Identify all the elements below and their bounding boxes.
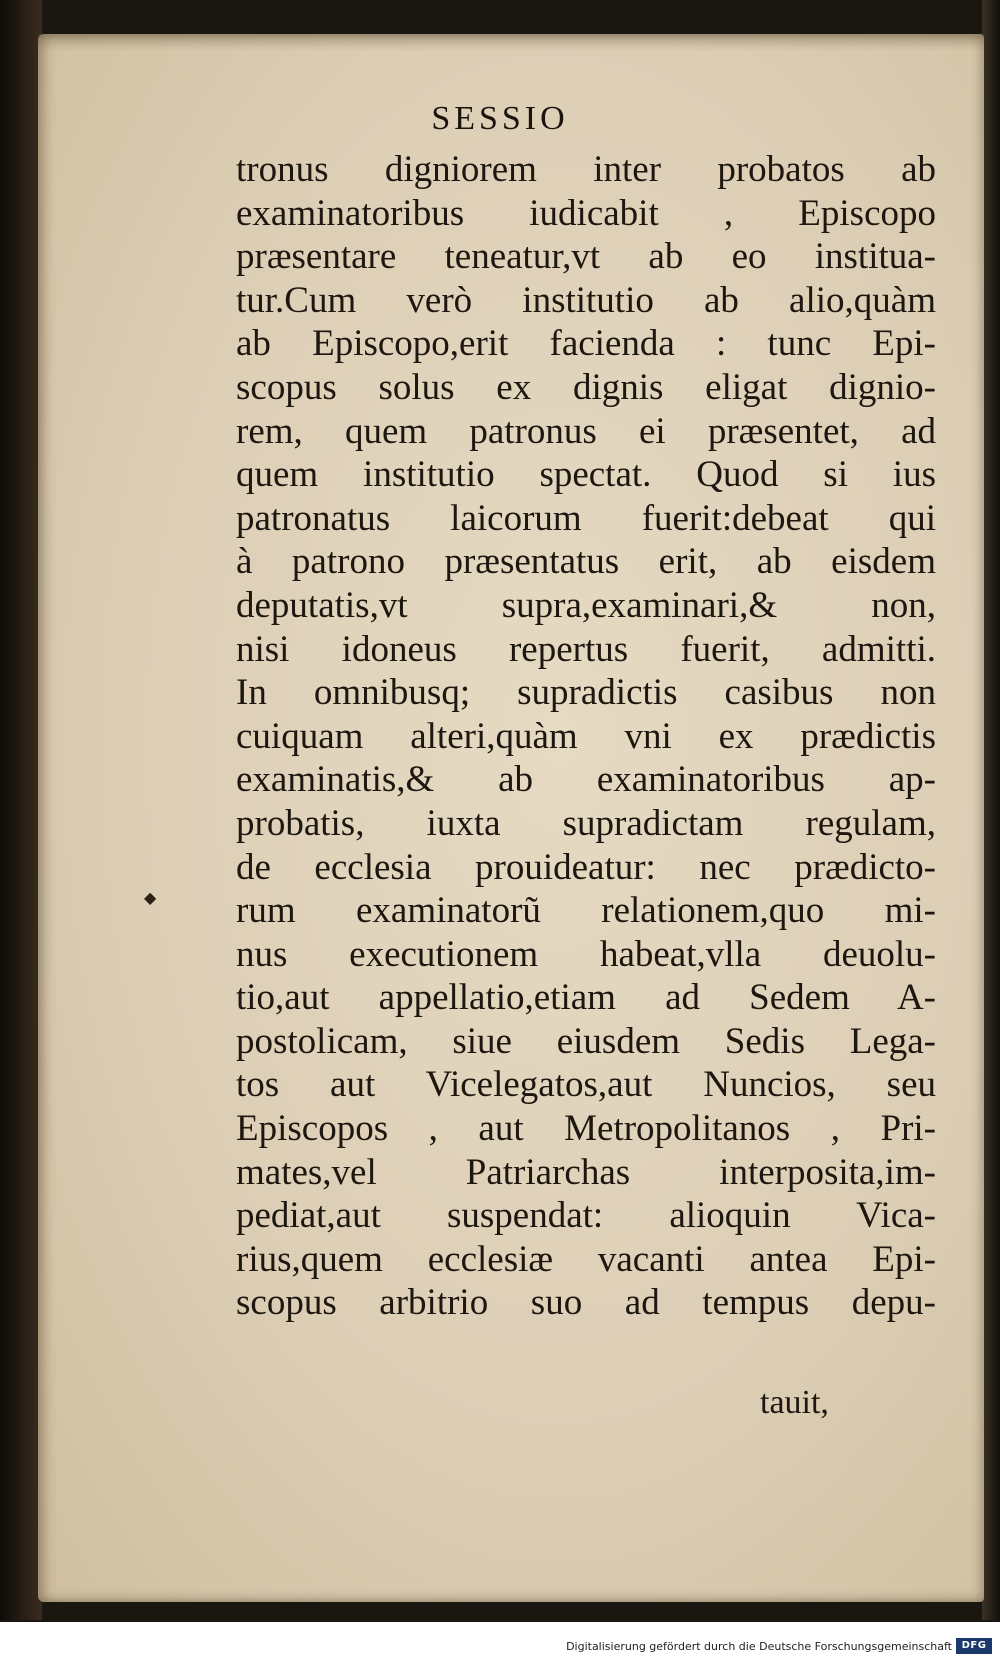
text-line: scopus solus ex dignis eligat dignio- [236,366,936,408]
text-line: quem institutio spectat. Quod si ius [236,454,936,496]
text-line: nus executionem habeat,vlla deuolu- [236,933,936,975]
text-line: tronus digniorem inter probatos ab [236,149,936,190]
text-line: rum examinatorũ relationem,quo mi- [236,890,936,932]
book-binding-edge [0,0,42,1620]
text-line: In omnibusq; supradictis casibus non [236,672,936,714]
text-line: nisi idoneus repertus fuerit, admitti. [236,628,936,670]
text-line: examinatis,& ab examinatoribus ap- [236,759,936,801]
running-header: SESSIO [431,100,569,137]
text-line: scopus arbitrio suo ad tempus depu- [236,1282,936,1324]
text-line: rius,quem ecclesiæ vacanti antea Epi- [236,1238,936,1280]
text-line: Episcopos , aut Metropolitanos , Pri- [236,1108,936,1150]
text-line: de ecclesia prouideatur: nec prædicto- [236,846,936,888]
margin-mark-icon: ◆ [144,888,157,907]
page-shadow [38,34,984,52]
text-line: ab Episcopo,erit facienda : tunc Epi- [236,323,936,365]
text-line: pediat,aut suspendat: alioquin Vica- [236,1195,936,1237]
text-line: postolicam, siue eiusdem Sedis Lega- [236,1020,936,1062]
text-line: tur.Cum verò institutio ab alio,quàm [236,279,936,321]
text-line: deputatis,vt supra,examinari,& non, [236,584,936,626]
dfg-logo-icon: DFG [956,1638,992,1654]
text-line: tos aut Vicelegatos,aut Nuncios, seu [236,1064,936,1106]
text-line: patronatus laicorum fuerit:debeat qui [236,497,936,539]
footer-credit: Digitalisierung gefördert durch die Deutsche Forschungsgemeinschaft [566,1640,952,1653]
text-line: cuiquam alteri,quàm vni ex prædictis [236,715,936,757]
text-line: præsentare teneatur,vt ab eo institua- [236,236,936,278]
text-line: mates,vel Patriarchas interposita,im- [236,1151,936,1193]
text-line: à patrono præsentatus erit, ab eisdem [236,541,936,583]
text-line: examinatoribus iudicabit , Episcopo [236,192,936,234]
text-line: probatis, iuxta supradictam regulam, [236,802,936,844]
body-text [236,148,936,1325]
catchword: tauit, [760,1384,829,1421]
text-line: rem, quem patronus ei præsentet, ad [236,410,936,452]
page-edge-right [982,0,1000,1620]
text-line: tio,aut appellatio,etiam ad Sedem A- [236,977,936,1019]
